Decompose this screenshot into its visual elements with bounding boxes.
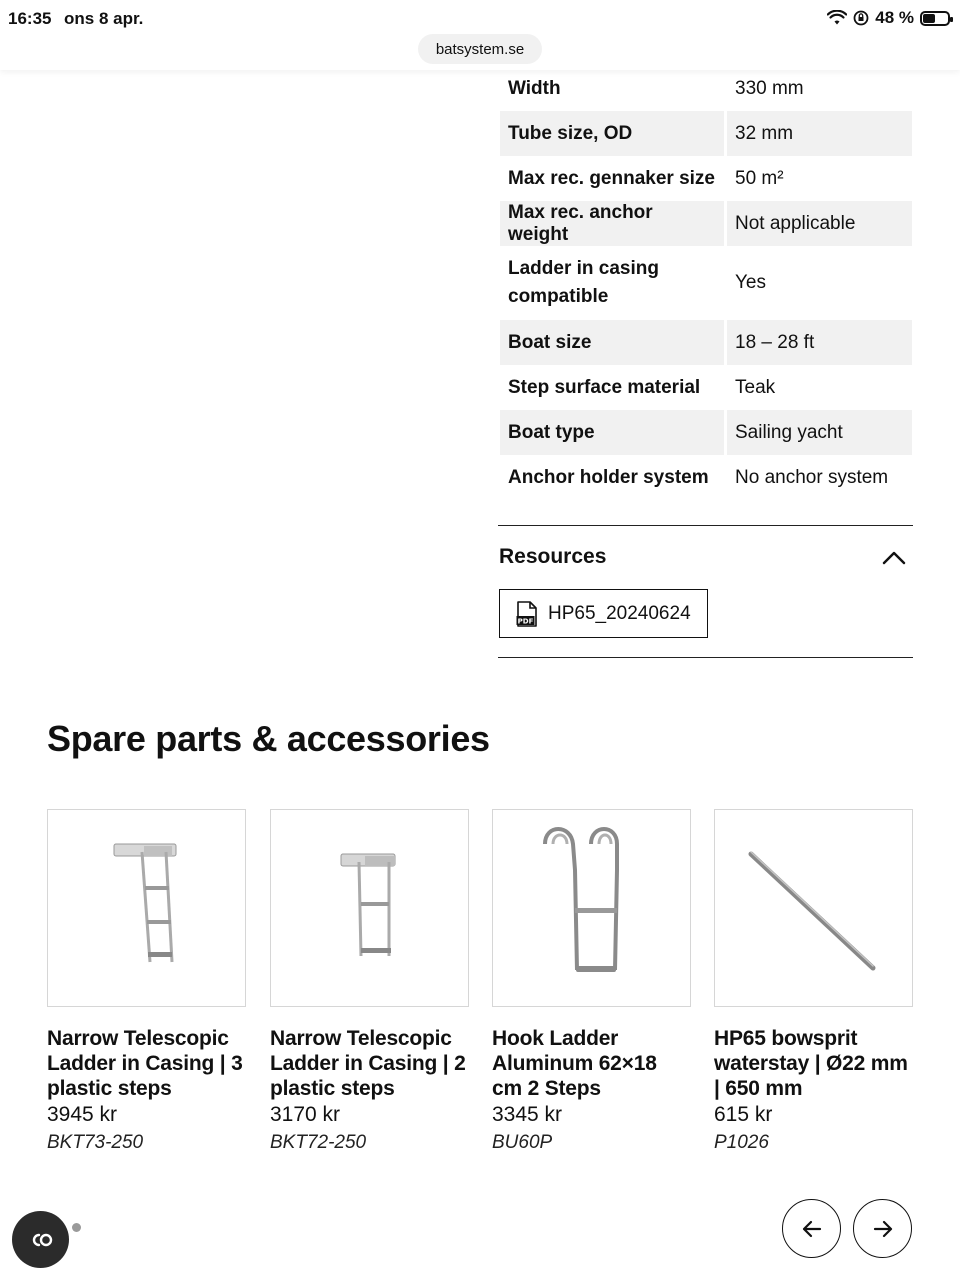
spec-label: Step surface material [508, 376, 701, 398]
product-card[interactable] [270, 809, 469, 1154]
url-text: batsystem.se [435, 40, 525, 58]
product-card[interactable] [47, 809, 246, 1154]
product-card[interactable] [714, 809, 913, 1154]
spec-label: Boat type [500, 410, 724, 455]
clock: 16:35 [8, 9, 52, 28]
product-price: 615 kr [714, 1103, 773, 1126]
divider [498, 657, 913, 658]
section-title: Spare parts & accessories [47, 718, 490, 759]
resource-file-name: HP65_20240624 [548, 602, 691, 624]
status-icons [827, 8, 950, 28]
product-price: 3170 kr [270, 1103, 341, 1126]
spec-label [500, 246, 724, 320]
product-price: 3945 kr [47, 1103, 118, 1126]
spec-row [500, 365, 912, 410]
spec-value: Not applicable [727, 201, 912, 246]
spec-row [500, 111, 912, 156]
spec-value: 18 – 28 ft [727, 320, 912, 365]
battery-percent: 48 % [875, 8, 914, 27]
wifi-icon [827, 10, 847, 26]
battery-icon [920, 11, 950, 26]
product-image[interactable] [270, 809, 469, 1007]
product-image[interactable] [714, 809, 913, 1007]
spec-value: Teak [735, 376, 776, 398]
ladder-image [48, 810, 245, 1006]
spec-row [500, 156, 912, 201]
spec-row [500, 246, 912, 320]
product-name[interactable]: Narrow Telescopic Ladder in Casing | 2 plastic steps [270, 1027, 466, 1100]
status-bar [0, 0, 960, 70]
chevron-up-icon[interactable] [880, 545, 908, 569]
pdf-badge: PDF [517, 617, 534, 625]
product-sku: BU60P [492, 1132, 553, 1153]
spec-label: Max rec. gennaker size [508, 167, 715, 189]
spec-row [500, 455, 912, 500]
spec-row [500, 66, 912, 111]
spec-value: 50 m² [735, 167, 784, 189]
product-sku: P1026 [714, 1132, 769, 1153]
spec-label-line2: compatible [508, 286, 609, 307]
spec-label: Tube size, OD [500, 111, 724, 156]
spec-value: Yes [735, 272, 766, 293]
ladder-image [271, 810, 468, 1006]
spec-value: 330 mm [735, 77, 804, 99]
product-image[interactable] [47, 809, 246, 1007]
product-name[interactable]: HP65 bowsprit waterstay | Ø22 mm | 650 mm [714, 1027, 908, 1100]
date: ons 8 apr. [64, 9, 144, 28]
product-name[interactable]: Narrow Telescopic Ladder in Casing | 3 plastic steps [47, 1027, 243, 1100]
product-card[interactable] [492, 809, 691, 1154]
spec-table [500, 66, 912, 500]
spec-label: Max rec. anchor weight [500, 201, 724, 246]
cookie-settings-icon [26, 1231, 56, 1249]
spec-row [500, 410, 912, 455]
spec-row [500, 201, 912, 246]
carousel-next-button[interactable] [853, 1199, 912, 1258]
cookie-settings-button[interactable] [12, 1211, 69, 1268]
url-bar[interactable] [418, 34, 542, 64]
spec-value: 32 mm [727, 111, 912, 156]
spec-value: Sailing yacht [727, 410, 912, 455]
product-image[interactable] [492, 809, 691, 1007]
spec-label-line1: Ladder in casing [508, 258, 659, 279]
resource-file-button[interactable] [499, 589, 708, 638]
arrow-right-icon [871, 1217, 895, 1241]
waterstay-image [715, 810, 912, 1006]
product-price: 3345 kr [492, 1103, 563, 1126]
spec-label: Anchor holder system [508, 466, 709, 488]
spec-value: No anchor system [735, 466, 889, 488]
product-name[interactable]: Hook Ladder Aluminum 62×18 cm 2 Steps [492, 1027, 657, 1100]
spec-label: Width [508, 77, 561, 99]
divider [498, 525, 913, 526]
hook-ladder-image [493, 810, 690, 1006]
arrow-left-icon [800, 1217, 824, 1241]
product-sku: BKT72-250 [270, 1132, 367, 1153]
notification-dot [72, 1223, 81, 1232]
resources-heading[interactable]: Resources [499, 545, 607, 568]
pdf-icon [516, 601, 538, 627]
orientation-lock-icon [853, 10, 869, 26]
product-sku: BKT73-250 [47, 1132, 144, 1153]
spec-label: Boat size [500, 320, 724, 365]
spec-row [500, 320, 912, 365]
carousel-prev-button[interactable] [782, 1199, 841, 1258]
